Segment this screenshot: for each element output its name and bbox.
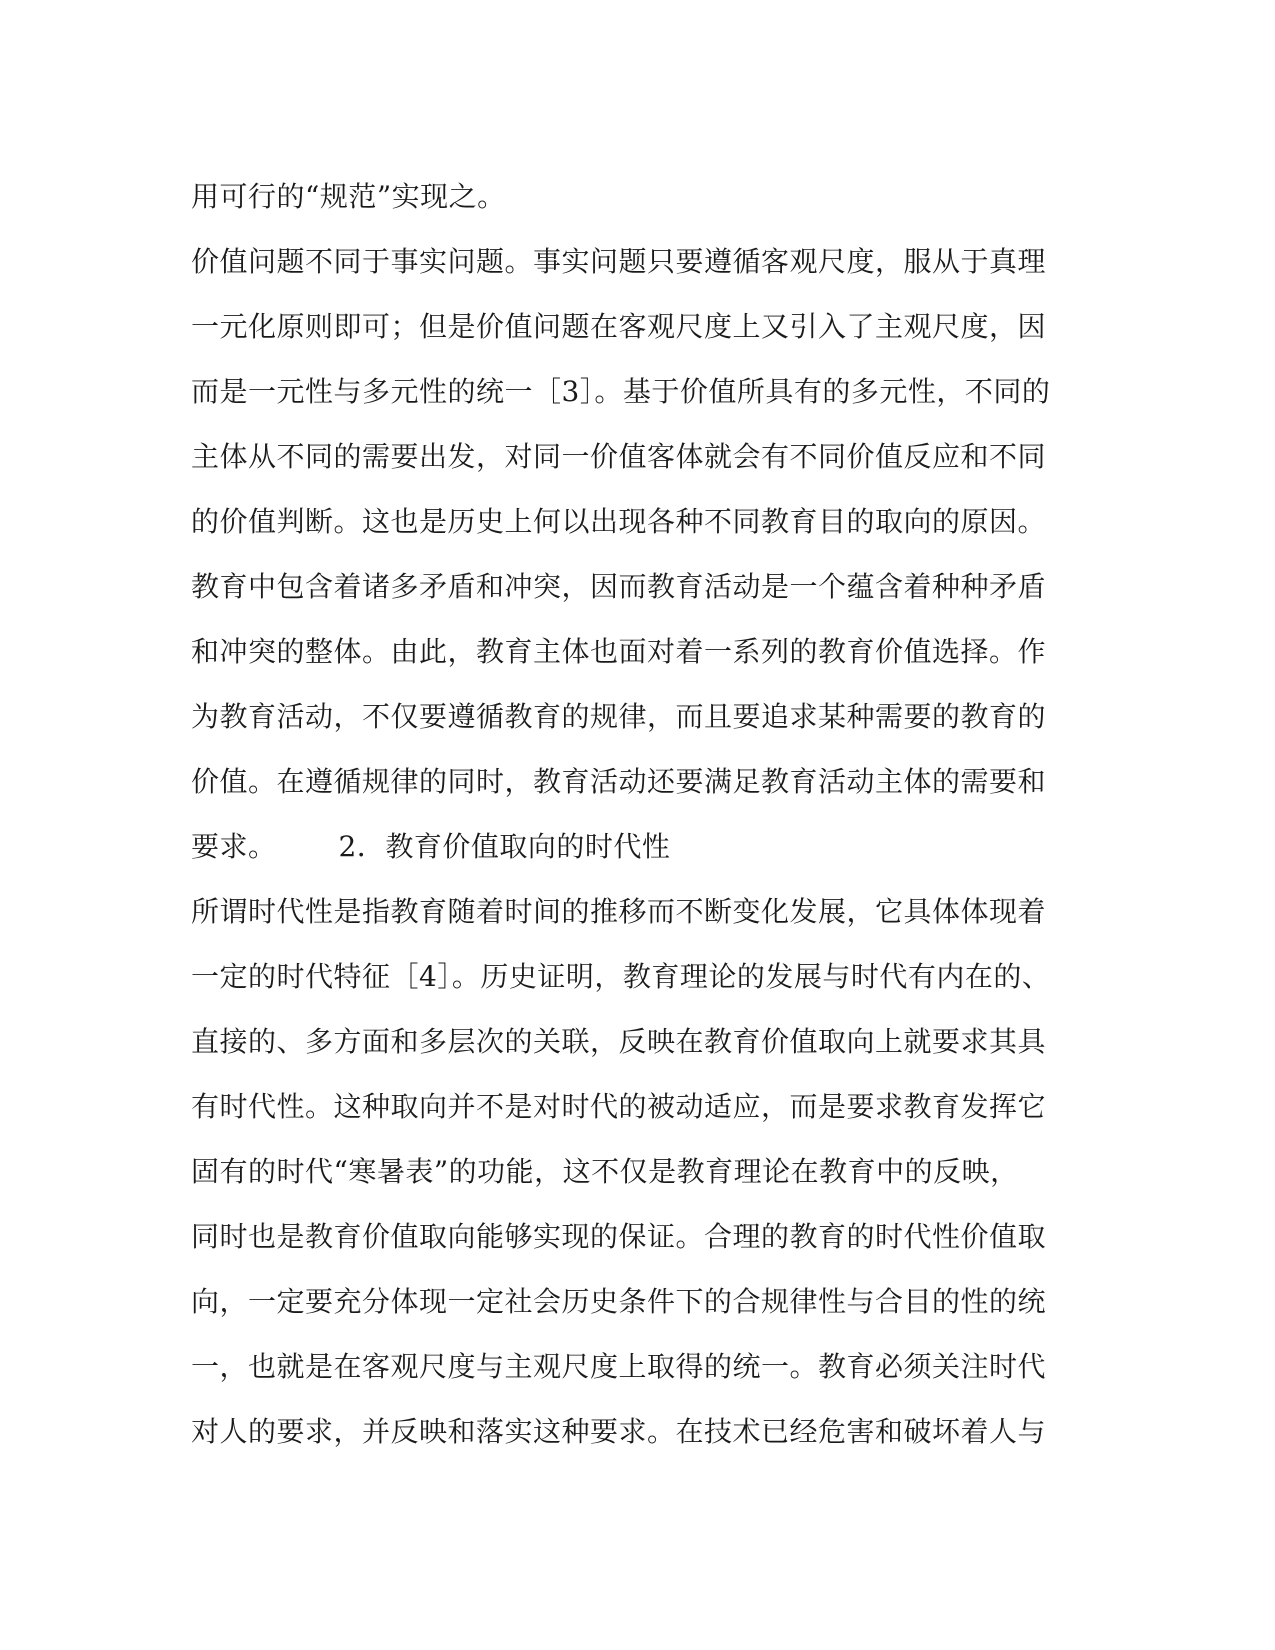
paragraph-end: 要求。 <box>191 830 277 863</box>
text-line: 价值问题不同于事实问题。事实问题只要遵循客观尺度，服从于真理 <box>191 245 1047 278</box>
text-line: 和冲突的整体。由此，教育主体也面对着一系列的教育价值选择。作 <box>191 635 1047 668</box>
text-line: 教育中包含着诸多矛盾和冲突，因而教育活动是一个蕴含着种种矛盾 <box>191 570 1047 603</box>
text-line: 一元化原则即可；但是价值问题在客观尺度上又引入了主观尺度，因 <box>191 310 1047 343</box>
text-line: 固有的时代“寒暑表”的功能，这不仅是教育理论在教育中的反映， <box>191 1155 1019 1188</box>
text-line: 一，也就是在客观尺度与主观尺度上取得的统一。教育必须关注时代 <box>191 1350 1047 1383</box>
text-line: 主体从不同的需要出发，对同一价值客体就会有不同价值反应和不同 <box>191 440 1047 473</box>
text-line: 向，一定要充分体现一定社会历史条件下的合规律性与合目的性的统 <box>191 1285 1047 1318</box>
text-line: 价值。在遵循规律的同时，教育活动还要满足教育活动主体的需要和 <box>191 765 1047 798</box>
text-line: 一定的时代特征［4］。历史证明，教育理论的发展与时代有内在的、 <box>191 960 1051 993</box>
text-line: 所谓时代性是指教育随着时间的推移而不断变化发展，它具体体现着 <box>191 895 1047 928</box>
text-line: 有时代性。这种取向并不是对时代的被动适应，而是要求教育发挥它 <box>191 1090 1047 1123</box>
text-line: 为教育活动，不仅要遵循教育的规律，而且要追求某种需要的教育的 <box>191 700 1047 733</box>
text-line: 的价值判断。这也是历史上何以出现各种不同教育目的取向的原因。 <box>191 505 1047 538</box>
text-line: 而是一元性与多元性的统一［3］。基于价值所具有的多元性，不同的 <box>191 375 1051 408</box>
section-line <box>191 814 1091 879</box>
text-line: 对人的要求，并反映和落实这种要求。在技术已经危害和破坏着人与 <box>191 1415 1047 1448</box>
text-line: 同时也是教育价值取向能够实现的保证。合理的教育的时代性价值取 <box>191 1220 1047 1253</box>
section-heading: 2．教育价值取向的时代性 <box>338 830 671 863</box>
body-text <box>191 164 1091 1464</box>
text-line: 直接的、多方面和多层次的关联，反映在教育价值取向上就要求其具 <box>191 1025 1047 1058</box>
text-line: 用可行的“规范”实现之。 <box>191 180 506 213</box>
